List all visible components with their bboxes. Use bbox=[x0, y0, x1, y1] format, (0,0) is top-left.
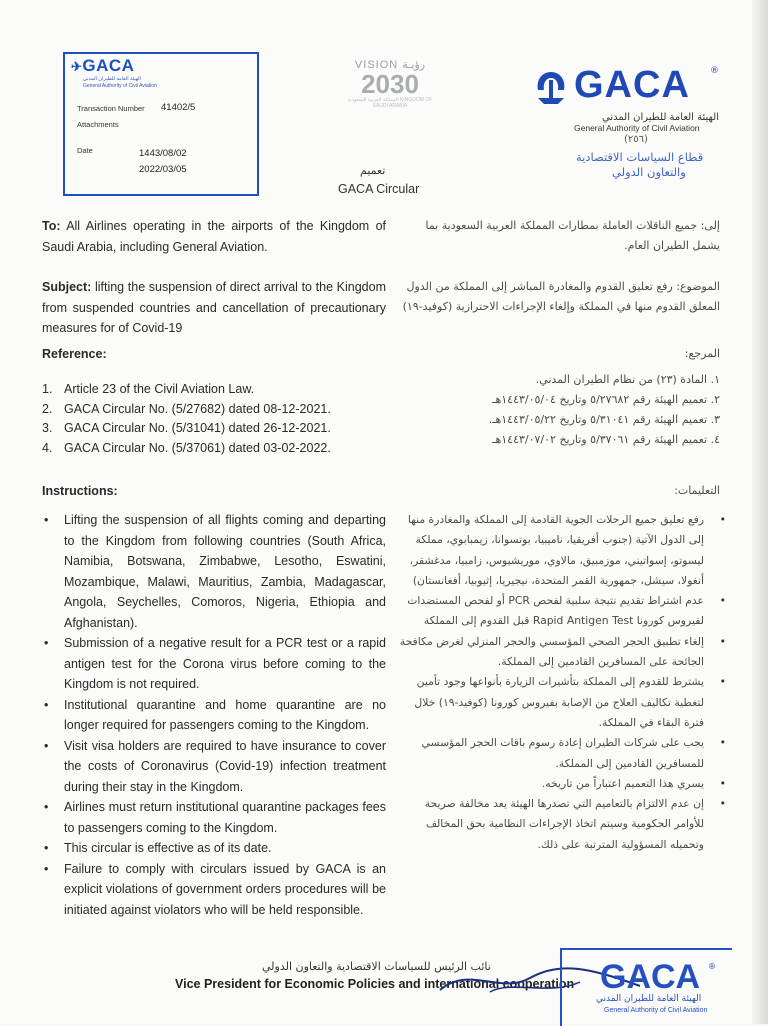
reference-list bbox=[42, 380, 331, 458]
list-item: • إن عدم الالتزام بالتعاميم التي تصدرها الهيئة يعد مخالفة صريحة للأوامر الحكومية وسيتم اتخاذ الإجراءات النظامية بحق المخالف وتحميله المسؤولية المترتبة على ذلك. bbox=[398, 794, 730, 855]
list-item: • Submission of a negative result for a PCR test or a rapid antigen test for the Corona virus before coming to the Kingdom is not required. bbox=[42, 633, 386, 695]
circular-title-ar: تعميم bbox=[360, 164, 386, 177]
stamp2-ar-name: الهيئة العامة للطيران المدني bbox=[596, 994, 702, 1004]
logo-ar-name: الهيئة العامة للطيران المدني bbox=[602, 112, 719, 123]
attachments-label: Attachments bbox=[77, 120, 119, 129]
list-item: • إلغاء تطبيق الحجر الصحي المؤسسي والحجر المنزلي لغرض مكافحة الجائحة على المسافرين القادمين إلى المملكة. bbox=[398, 632, 730, 673]
list-item: ١. المادة (٢٣) من نظام الطيران المدني. bbox=[535, 373, 720, 386]
page-edge-shadow bbox=[752, 0, 768, 1024]
to-section bbox=[42, 216, 386, 257]
signatory-title-ar: نائب الرئيس للسياسات الاقتصادية والتعاون الدولي bbox=[262, 960, 491, 973]
transaction-stamp bbox=[63, 52, 259, 196]
reference-label-ar: المرجع: bbox=[684, 347, 720, 360]
list-item: • Visit visa holders are required to have insurance to cover the costs of Coronavirus (Covid-19) infection treatment during their stay in the Kingdom. bbox=[42, 736, 386, 798]
vision-line3: المملكة العربية السعودية KINGDOM OF SAUDI ARABIA bbox=[347, 97, 433, 109]
logo-number: (٢٥٦) bbox=[624, 134, 648, 145]
list-item: • Airlines must return institutional quarantine packages fees to passengers coming to the Kingdom. bbox=[42, 797, 386, 838]
stamp2-en-name: General Authority of Civil Aviation bbox=[604, 1007, 708, 1014]
list-item: • Failure to comply with circulars issued by GACA is an explicit violations of government orders procedures will be initiated against violators who will be held responsible. bbox=[42, 859, 386, 921]
list-item: • Lifting the suspension of all flights coming and departing to the Kingdom from following countries (South Africa, Namibia, Botswana, Zimbabwe, Lesotho, Eswatini, Mozambique, Malawi, Mauritius, Zambia, Madagascar, Angola, Seychelles, Comoros, Nigeria, Ethiopia and Afghanistan). bbox=[42, 510, 386, 633]
sector-line1: قطاع السياسات الاقتصادية bbox=[576, 150, 704, 164]
stamp-logo: ✈GACA bbox=[71, 56, 135, 75]
stamp-en-name: General Authority of Civil Aviation bbox=[83, 83, 157, 89]
gaca-official-stamp bbox=[560, 948, 732, 1026]
list-item: • يشترط للقدوم إلى المملكة بتأشيرات الزيارة بأنواعها وجود تأمين لتغطية تكاليف العلاج من الإصابة بفيروس كورونا (كوفيد-١٩) خلال فترة البقاء في المملكة. bbox=[398, 672, 730, 733]
instructions-label-ar: التعليمات: bbox=[674, 484, 720, 497]
logo-en-name: General Authority of Civil Aviation bbox=[574, 123, 700, 133]
vision-line2: 2030 bbox=[361, 69, 419, 99]
gaca-wordmark: GACA bbox=[574, 64, 690, 106]
instructions-label: Instructions: bbox=[42, 484, 118, 498]
subject-section-ar bbox=[398, 277, 720, 317]
reference-list-ar bbox=[420, 370, 720, 450]
vision-line1: VISION رؤيـة bbox=[354, 59, 426, 71]
vision-2030-logo bbox=[340, 58, 440, 109]
date-hijri: 1443/08/02 bbox=[139, 148, 187, 159]
to-text-ar: جميع الناقلات العاملة بمطارات المملكة العربية السعودية بما يشمل الطيران العام. bbox=[425, 219, 720, 252]
instructions-list bbox=[42, 510, 386, 920]
list-item: • يجب على شركات الطيران إعادة رسوم باقات الحجر المؤسسي للمسافرين القادمين إلى المملكة. bbox=[398, 733, 730, 774]
list-item: ٢. تعميم الهيئة رقم ٥/٢٧٦٨٢ وتاريخ ١٤٤٣/٠٥/٠٤هـ bbox=[492, 393, 720, 406]
to-label: To: bbox=[42, 219, 61, 233]
list-item: ٣. تعميم الهيئة رقم ٥/٣١٠٤١ وتاريخ ١٤٤٣/٠٥/٢٢هـ. bbox=[488, 413, 720, 426]
stamp2-wordmark: GACA bbox=[600, 958, 701, 996]
reference-heading bbox=[42, 344, 107, 365]
list-item: 1. Article 23 of the Civil Aviation Law. bbox=[42, 382, 255, 396]
to-section-ar bbox=[398, 216, 720, 256]
subject-label: Subject: bbox=[42, 280, 92, 294]
list-item: • عدم اشتراط تقديم نتيجة سلبية لفحص PCR أو لفحص المستضدات لفيروس كورونا Rapid Antigen Test قبل القدوم إلى المملكة bbox=[398, 591, 730, 632]
list-item: ٤. تعميم الهيئة رقم ٥/٣٧٠٦١ وتاريخ ١٤٤٣/٠٧/٠٢هـ bbox=[492, 433, 720, 446]
list-item: 4. GACA Circular No. (5/37061) dated 03-02-2022. bbox=[42, 440, 331, 455]
to-text: All Airlines operating in the airports of the Kingdom of Saudi Arabia, including General Aviation. bbox=[42, 219, 386, 254]
list-item: 2. GACA Circular No. (5/27682) dated 08-12-2021. bbox=[42, 401, 331, 416]
palm-emblem-icon bbox=[532, 68, 570, 108]
transaction-label: Transaction Number bbox=[77, 104, 145, 113]
subject-label-ar: الموضوع: bbox=[676, 280, 720, 293]
to-label-ar: إلى: bbox=[700, 219, 720, 232]
list-item: • يسري هذا التعميم اعتباراً من تاريخه. bbox=[398, 774, 730, 794]
stamp2-registered-mark: ® bbox=[708, 962, 716, 971]
instructions-heading bbox=[42, 481, 118, 502]
stamp-emblem-icon: ✈ bbox=[71, 59, 83, 74]
signatory-title-en: Vice President for Economic Policies and international cooperation bbox=[175, 977, 575, 991]
list-item: • This circular is effective as of its date. bbox=[42, 838, 386, 859]
date-label: Date bbox=[77, 146, 93, 155]
list-item: 3. GACA Circular No. (5/31041) dated 26-12-2021. bbox=[42, 421, 331, 435]
registered-mark: ® bbox=[710, 66, 719, 76]
transaction-value: 41402/5 bbox=[161, 102, 196, 113]
reference-label: Reference: bbox=[42, 347, 107, 361]
instructions-list-ar bbox=[398, 510, 730, 855]
subject-text: lifting the suspension of direct arrival to the Kingdom from suspended countries and cancellation of precautionary measures for of Covid-19 bbox=[42, 280, 386, 335]
subject-text-ar: رفع تعليق القدوم والمغادرة المباشر إلى المملكة من الدول المعلق القدوم منها في المملكة وإلغاء الإجراءات الاحترازية (كوفيد-١٩) bbox=[402, 280, 720, 313]
sector-line2: والتعاون الدولي bbox=[612, 165, 686, 179]
circular-title-en: GACA Circular bbox=[338, 182, 420, 196]
date-gregorian: 2022/03/05 bbox=[139, 164, 187, 175]
stamp-ar-name: الهيئة العامة للطيران المدني bbox=[83, 76, 141, 82]
list-item: • Institutional quarantine and home quarantine are no longer required for passengers coming to the Kingdom. bbox=[42, 695, 386, 736]
subject-section bbox=[42, 277, 386, 339]
list-item: • رفع تعليق جميع الرحلات الجوية القادمة إلى المملكة والمغادرة منها إلى الدول الآتية (جنوب أفريقيا، ناميبيا، بوتسوانا، زيمبابوي، مملكة ليسوتو، إسواتيني، موزمبيق، مالاوي، موريشيوس، زامبيا، مدغشقر، أنغولا، سيشل، جمهورية القمر المتحدة، نيجيريا، إثيوبيا، أفغانستان) bbox=[398, 510, 730, 591]
